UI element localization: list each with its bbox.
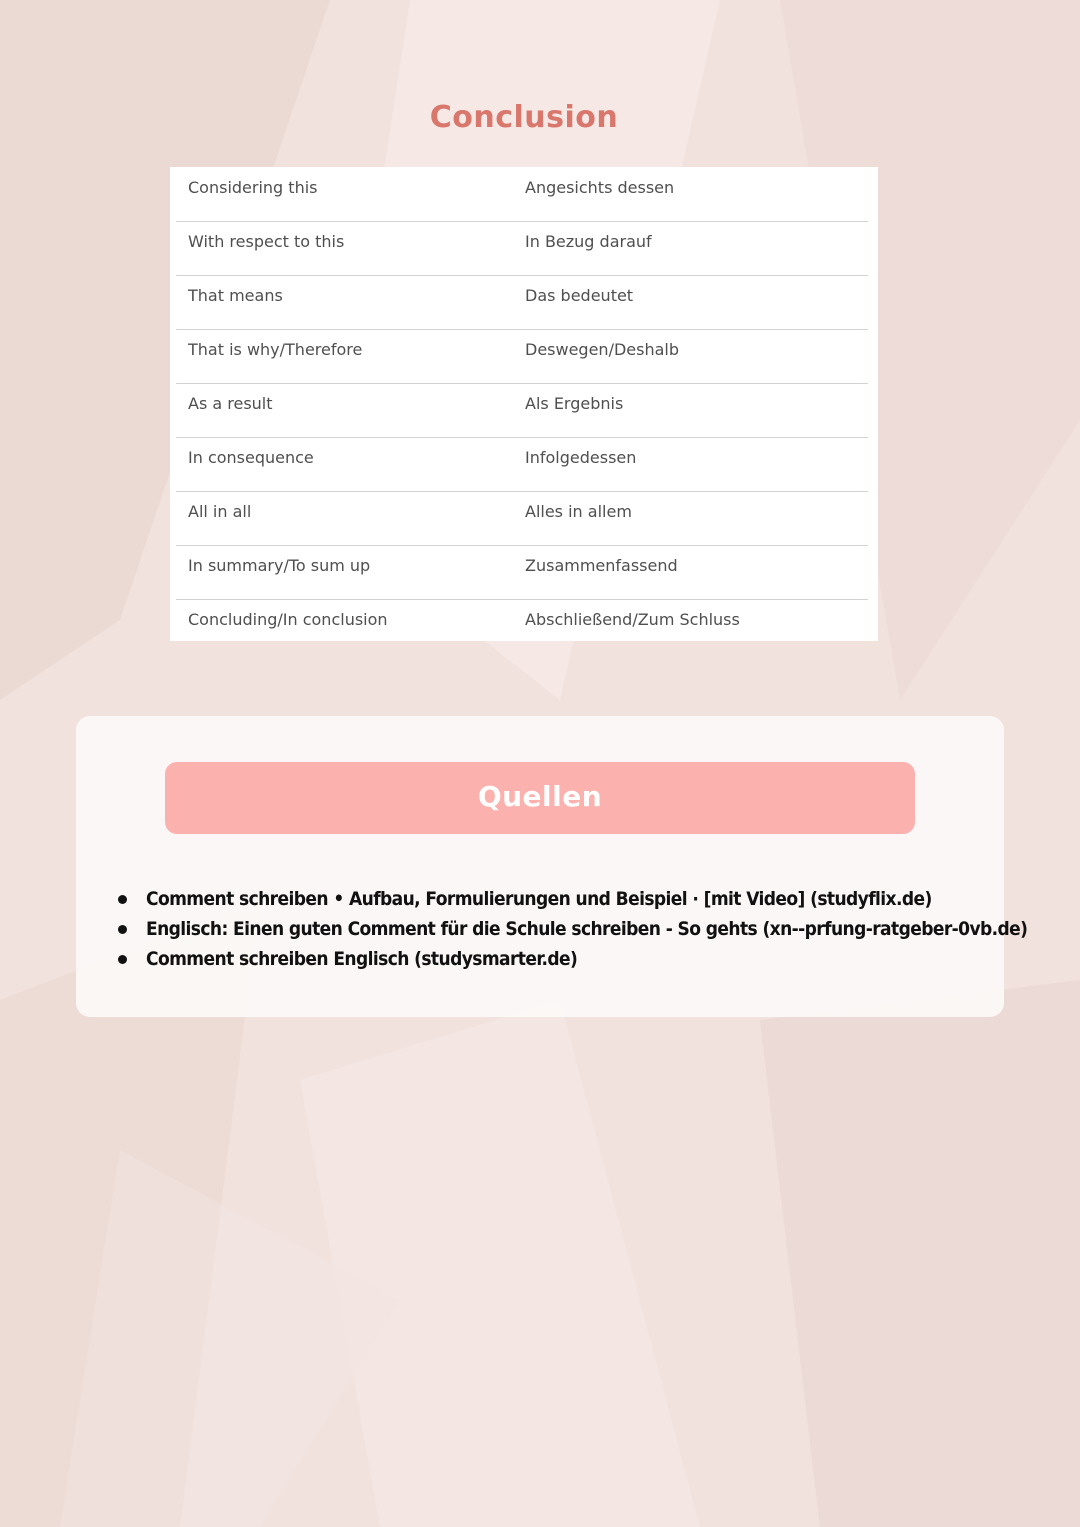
bullet-icon (118, 895, 127, 904)
source-item[interactable] (118, 944, 998, 974)
phrase-german: Angesichts dessen (525, 178, 675, 197)
page-title: Conclusion (429, 100, 619, 135)
table-row (176, 491, 868, 546)
phrase-english: In consequence (188, 448, 314, 467)
phrase-english: That is why/Therefore (188, 340, 363, 359)
source-item[interactable] (118, 884, 998, 914)
source-item[interactable] (118, 914, 1028, 944)
sources-list (118, 884, 1028, 974)
source-link[interactable]: Comment schreiben • Aufbau, Formulierungen und Beispiel · [mit Video] (studyflix.de) (146, 888, 932, 910)
table-row (176, 599, 868, 653)
phrase-german: Zusammenfassend (525, 556, 678, 575)
phrase-english: In summary/To sum up (188, 556, 371, 575)
source-link[interactable]: Englisch: Einen guten Comment für die Schule schreiben - So gehts (xn--prfung-ratgeber-0vb.de) (146, 918, 1028, 940)
phrase-german: Infolgedessen (525, 448, 637, 467)
phrase-german: Das bedeutet (525, 286, 634, 305)
phrase-german: Abschließend/Zum Schluss (525, 610, 740, 629)
sources-heading-button[interactable]: Quellen (165, 762, 915, 834)
phrase-english: Considering this (188, 178, 318, 197)
phrase-english: All in all (188, 502, 252, 521)
source-link[interactable]: Comment schreiben Englisch (studysmarter.de) (146, 948, 578, 970)
table-row (176, 221, 868, 276)
phrase-english: As a result (188, 394, 273, 413)
phrase-german: In Bezug darauf (525, 232, 652, 251)
phrase-german: Als Ergebnis (525, 394, 624, 413)
phrase-english: That means (188, 286, 283, 305)
table-row (176, 545, 868, 600)
phrase-table (170, 167, 878, 641)
table-row (176, 167, 868, 222)
sources-card (76, 716, 1028, 1017)
phrase-german: Alles in allem (525, 502, 632, 521)
table-row (176, 437, 868, 492)
table-row (176, 275, 868, 330)
phrase-german: Deswegen/Deshalb (525, 340, 680, 359)
bullet-icon (118, 925, 127, 934)
phrase-english: With respect to this (188, 232, 345, 251)
bullet-icon (118, 955, 127, 964)
phrase-english: Concluding/In conclusion (188, 610, 388, 629)
table-row (176, 383, 868, 438)
table-row (176, 329, 868, 384)
